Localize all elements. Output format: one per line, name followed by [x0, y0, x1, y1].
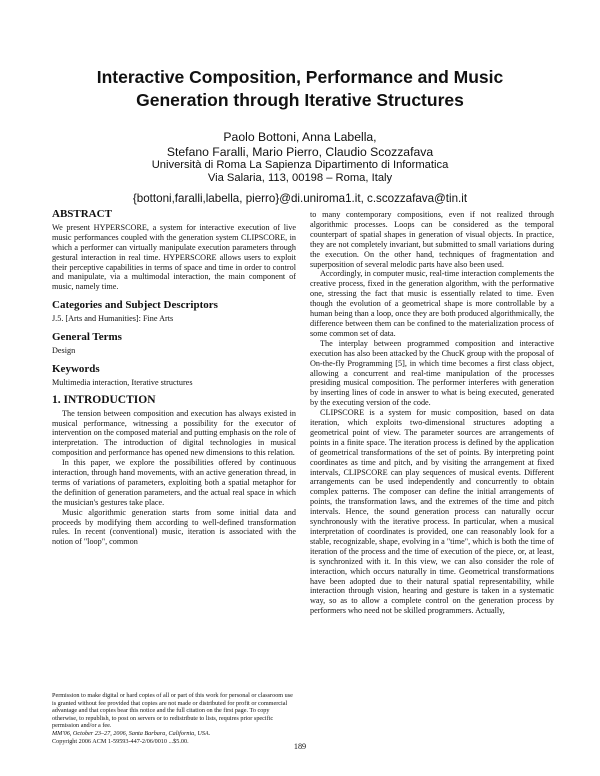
intro-paragraph-2: In this paper, we explore the possibilities offered by continuous interaction, through hand movements, with an active generation thread, in terms of variations of parameters, exploiting both a spatial metaphor for the definition of generation parameters, and the actual real space in which the musician's gestures take place. [52, 458, 296, 507]
body-paragraph-3: The interplay between programmed composition and interactive execution has also been attacked by the ChucK group with the proposal of On-the-fly Programming [5], in which time becomes a first class object, allowing a concurrent and real-time manipulation of the processes presiding musical composition. The performer interferes with generation by inserting lines of code in answer to what is being executed, generated by the executing version of the code. [310, 338, 554, 408]
author-block [60, 130, 540, 205]
authors-line-1: Paolo Bottoni, Anna Labella, [223, 130, 377, 144]
introduction-heading: 1. INTRODUCTION [52, 393, 156, 406]
keywords-heading: Keywords [52, 362, 100, 375]
body-paragraph-1: to many contemporary compositions, even if not realized through algorithmic processes. Loops can be considered as the temporal counterpart of spatial shapes in generation of visual objects. In practice, they are not completely invariant, but submitted to small variations during the execution. On the other hand, techniques of fragmentation and superposition of several melodic parts have also been used. [310, 210, 554, 269]
permission-text: Permission to make digital or hard copies of all or part of this work for personal or classroom use is granted without fee provided that copies are not made or distributed for profit or commercial advantage and that copies bear this notice and the full citation on the first page. To copy otherwise, to republish, to post on servers or to redistribute to lists, requires prior specific permission and/or a fee. [52, 692, 293, 730]
left-column [52, 210, 296, 547]
body-paragraph-2: Accordingly, in computer music, real-time interaction complements the creative process, fixed in the generation algorithm, with the performative one, stressing the fact that music is essentially related to time. Even though the evolution of a geometrical shape is more controllable by a human being than a loop, once they are both produced algorithmically, the difference between them can be confined to the materialization process of some common set of data. [310, 269, 554, 338]
general-terms-heading: General Terms [52, 331, 122, 344]
abstract-text: We present HYPERSCORE, a system for interactive execution of live music performances coupled with the generation system CLIPSCORE, in which a performer can virtually manipulate execution parameters through gestural interaction in real time. HYPERSCORE allows users to exploit their perceptive capabilities in terms of space and time in order to control and manipulate, via a multimodal interaction, the main component of music, namely time. [52, 222, 296, 292]
right-column [310, 210, 554, 616]
copyright-line: Copyright 2006 ACM 1-59593-447-2/06/0010 ...$5.00. [52, 737, 189, 745]
address: Via Salaria, 113, 00198 – Roma, Italy [207, 172, 393, 184]
title-line-1: Interactive Composition, Performance and Music [96, 67, 504, 87]
intro-paragraph-3: Music algorithmic generation starts from some initial data and proceeds by modifying them according to well-defined transformation rules. In recent (conventional) music, iteration is associated with the notion of "loop", common [52, 507, 296, 547]
intro-paragraph-1: The tension between composition and execution has always existed in musical performance, witnessing a possibility for the executor of intervention on the composed material and putting emphasis on the role of interpretation. The introduction of digital technologies in musical composition and performance has opened new dimensions to this relation. [52, 408, 296, 458]
body-paragraph-4: CLIPSCORE is a system for music composition, based on data iteration, which exploits two-dimensional structures adopting a geometrical point of view. The parameter sources are arrangements of points in a finite space. The iteration process is defined by the application of geometrical transformations of the set of points. By interpreting point coordinates as time and pitch, and by visiting the arrangement at fixed intervals, CLIPSCORE can play sequences of musical events. Different arrangements can be used independently and concurrently to obtain complex patterns. The composer can define the initial arrangements of points, the transformation laws, and the extremes of the time and pitch intervals. Hence, the sound generation process can naturally occur synchronously with the iterative process. In particular, when a musical interpretation of coordinates is provided, one can reasonably look for a stable, recognizable, shape, evolving in a "time", which is both the time of iteration of the process and the time of execution of the piece, or, at least, is synchronized with it. In this view, we can also consider the role of interaction, which occurs naturally in time. Geometrical transformations have been adopted due to their natural spatial representability, while interaction through vision, hearing and gesture is taken in a systematic way, so as to allow a complete control on the generation process by performers who need not be skilled programmers. Actually, [310, 408, 554, 616]
categories-heading: Categories and Subject Descriptors [52, 299, 218, 312]
general-terms-text: Design [52, 345, 76, 355]
permission-footnote [52, 692, 296, 745]
affiliation: Università di Roma La Sapienza Dipartimento di Informatica [151, 159, 449, 171]
keywords-text: Multimedia interaction, Iterative structures [52, 377, 193, 387]
author-emails: {bottoni,faralli,labella, pierro}@di.uniroma1.it, c.scozzafava@tin.it [132, 192, 468, 205]
authors-line-2: Stefano Faralli, Mario Pierro, Claudio Scozzafava [166, 144, 434, 159]
abstract-heading: ABSTRACT [52, 208, 112, 220]
page-number: 189 [293, 742, 307, 751]
categories-text: J.5. [Arts and Humanities]: Fine Arts [52, 314, 174, 324]
conference-venue: MM'06, October 23–27, 2006, Santa Barbara, California, USA. [52, 729, 211, 737]
paper-title [40, 66, 560, 112]
title-line-2: Generation through Iterative Structures [136, 90, 464, 110]
